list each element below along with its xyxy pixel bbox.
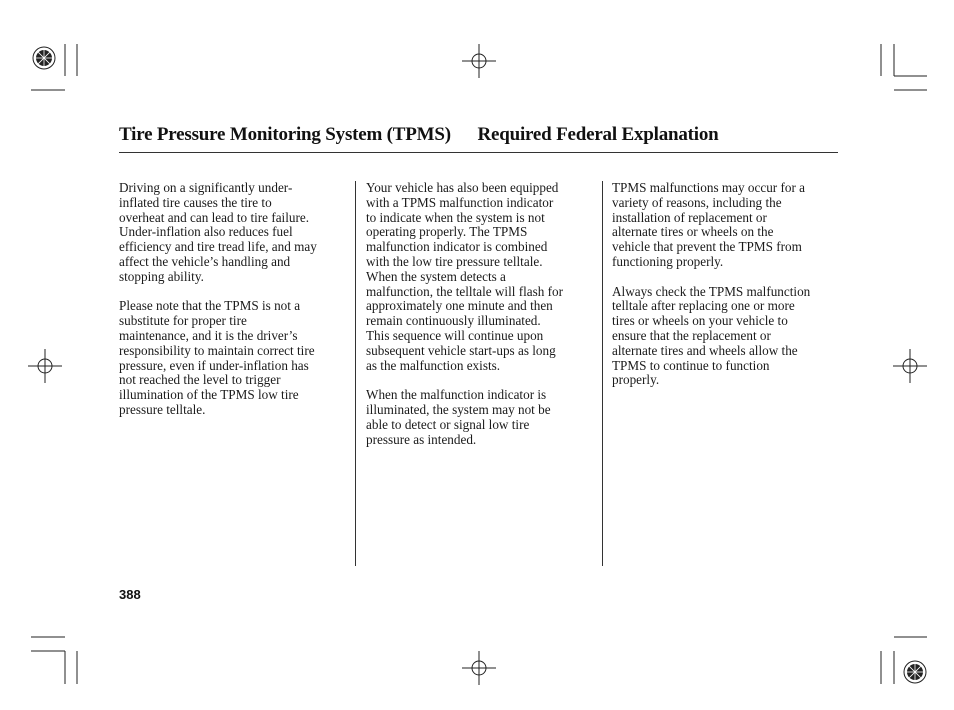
text-line: pressure as intended. xyxy=(366,431,477,447)
text-line: Always check the TPMS malfunction xyxy=(612,283,811,299)
paragraph xyxy=(612,285,844,389)
text-line: illumination of the TPMS low tire xyxy=(119,387,299,403)
text-line: malfunction, the telltale will flash for xyxy=(366,283,564,299)
text-line: not reached the level to trigger xyxy=(119,372,281,388)
paragraph xyxy=(366,181,598,373)
text-line: alternate tires and wheels allow the xyxy=(612,342,798,358)
text-line: remain continuously illuminated. xyxy=(366,313,541,329)
text-line: When the malfunction indicator is xyxy=(366,387,547,403)
text-line: with a TPMS malfunction indicator xyxy=(366,194,554,210)
text-line: variety of reasons, including the xyxy=(612,194,782,210)
text-line: This sequence will continue upon xyxy=(366,327,544,343)
text-line: malfunction indicator is combined xyxy=(366,239,548,255)
text-line: subsequent vehicle start-ups as long xyxy=(366,342,556,358)
column-divider xyxy=(355,181,356,566)
text-line: inflated tire causes the tire to xyxy=(119,194,272,210)
text-line: When the system detects a xyxy=(366,268,506,284)
text-line: overheat and can lead to tire failure. xyxy=(119,209,310,225)
text-line: TPMS to continue to function xyxy=(612,357,770,373)
text-column-2 xyxy=(366,181,598,462)
text-line: with the low tire pressure telltale. xyxy=(366,253,543,269)
text-line: tires or wheels on your vehicle to xyxy=(612,313,788,329)
column-divider xyxy=(602,181,603,566)
text-line: approximately one minute and then xyxy=(366,298,553,314)
text-line: affect the vehicle’s handling and xyxy=(119,253,291,269)
text-line: Driving on a significantly under- xyxy=(119,180,293,195)
text-line: to indicate when the system is not xyxy=(366,209,545,225)
text-line: alternate tires or wheels on the xyxy=(612,224,774,240)
text-line: pressure telltale. xyxy=(119,401,206,417)
text-line: telltale after replacing one or more xyxy=(612,298,795,314)
text-line: illuminated, the system may not be xyxy=(366,401,551,417)
text-line: vehicle that prevent the TPMS from xyxy=(612,239,802,255)
text-line: TPMS malfunctions may occur for a xyxy=(612,180,806,195)
page-header xyxy=(119,124,719,146)
text-line: properly. xyxy=(612,372,660,388)
paragraph xyxy=(119,181,351,285)
text-line: Your vehicle has also been equipped xyxy=(366,180,559,195)
text-line: installation of replacement or xyxy=(612,209,767,225)
text-line: functioning properly. xyxy=(612,253,724,269)
paragraph xyxy=(119,299,351,417)
text-line: maintenance, and it is the driver’s xyxy=(119,327,298,343)
text-line: pressure, even if under-inflation has xyxy=(119,357,309,373)
text-line: Under-inflation also reduces fuel xyxy=(119,224,293,240)
text-line: ensure that the replacement or xyxy=(612,327,771,343)
paragraph xyxy=(612,181,844,270)
text-line: substitute for proper tire xyxy=(119,313,247,329)
header-rule xyxy=(119,152,838,153)
text-column-1 xyxy=(119,181,351,433)
text-line: operating properly. The TPMS xyxy=(366,224,528,240)
text-line: stopping ability. xyxy=(119,268,204,284)
text-line: Please note that the TPMS is not a xyxy=(119,298,301,314)
section-title: Tire Pressure Monitoring System (TPMS) xyxy=(119,124,451,145)
text-line: as the malfunction exists. xyxy=(366,357,501,373)
page-number: 388 xyxy=(119,587,141,602)
section-subtitle: Required Federal Explanation xyxy=(477,124,719,145)
text-line: able to detect or signal low tire xyxy=(366,416,530,432)
text-line: responsibility to maintain correct tire xyxy=(119,342,315,358)
text-column-3 xyxy=(612,181,844,403)
paragraph xyxy=(366,388,598,447)
text-line: efficiency and tire tread life, and may xyxy=(119,239,317,255)
